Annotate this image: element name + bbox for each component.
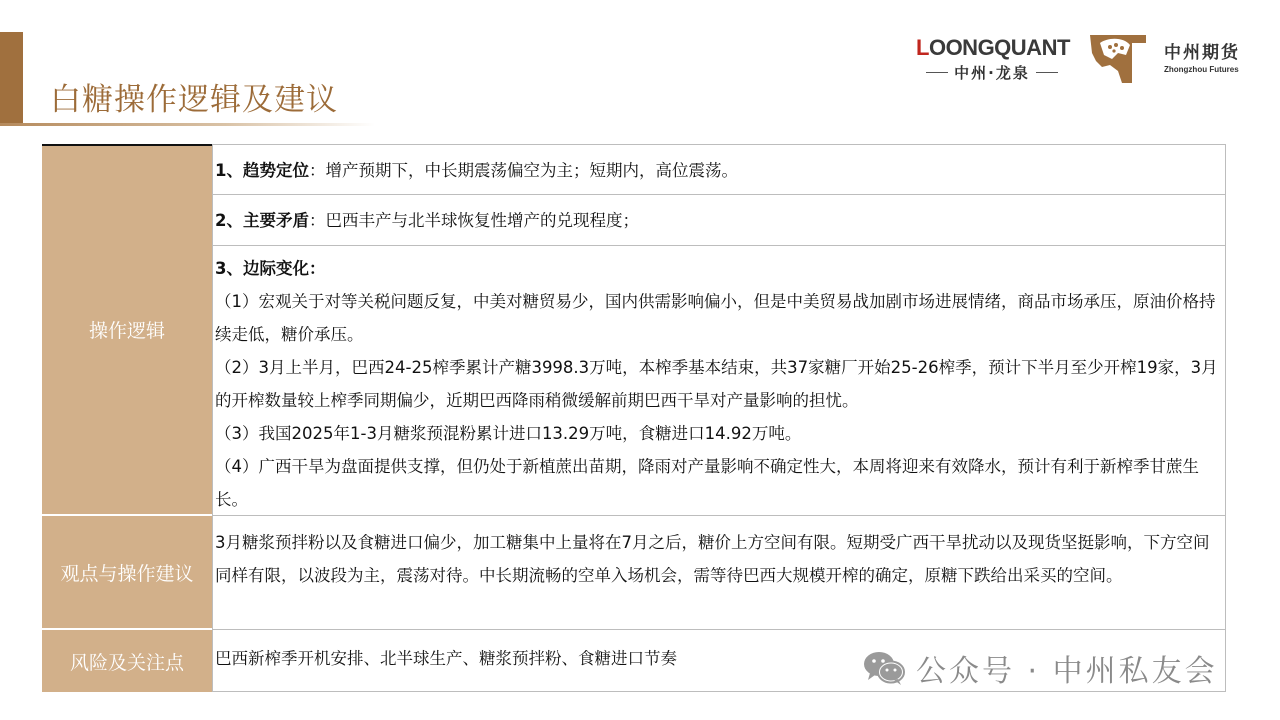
strategy-table [42,144,1227,692]
advice-label-cell: 观点与操作建议 [42,516,212,629]
loongquant-logo: LOONGQUANT 中州·龙泉 [916,35,1070,82]
wechat-icon [862,648,906,688]
advice-text: 3月糖浆预拌粉以及食糖进口偏少，加工糖集中上量将在7月之后，糖价上方空间有限。短期受广西干旱扰动以及现货坚挺影响，下方空间同样有限，以波段为主，震荡对待。中长期流畅的空单入场机会，需等待巴西大规模开榨的确定，原糖下跌给出采买的空间。 [215,533,1210,585]
trend-heading: 趋势定位 [242,161,309,180]
table-top-rule [42,144,212,146]
watermark [862,646,1218,690]
logic-label-cell: 操作逻辑 [42,144,212,515]
risk-label-cell: 风险及关注点 [42,630,212,692]
loongquant-sub-label: 中州·龙泉 [954,64,1030,82]
watermark-text: 公众号 · 中州私友会 [916,654,1218,689]
conflict-text: ：巴西丰产与北半球恢复性增产的兑现程度； [308,211,639,230]
margin-heading: 3、边际变化： [215,259,326,278]
trend-text: ：增产预期下，中长期震荡偏空为主；短期内，高位震荡。 [308,161,738,180]
trend-row: 1、趋势定位：增产预期下，中长期震荡偏空为主；短期内，高位震荡。 [212,144,1226,195]
conflict-row: 2、主要矛盾：巴西丰产与北半球恢复性增产的兑现程度； [212,194,1226,246]
margin-item: （2）3月上半月，巴西24-25榨季累计产糖3998.3万吨，本榨季基本结束，共37家糖厂开始25-26榨季，预计下半月至少开榨19家，3月的开榨数量较上榨季同期偏少，近期巴西降雨稍微缓解前期巴西干旱对产量影响的担忧。 [215,358,1218,410]
advice-row [212,515,1226,630]
title-underline [0,123,375,126]
margin-item: （1）宏观关于对等关税问题反复，中美对糖贸易少，国内供需影响偏小，但是中美贸易战加剧市场进展情绪，商品市场承压，原油价格持续走低，糖价承压。 [215,292,1216,344]
conflict-heading: 主要矛盾 [242,211,309,230]
margin-item: （4）广西干旱为盘面提供支撑，但仍处于新植蔗出苗期，降雨对产量影响不确定性大，本周将迎来有效降水，预计有利于新榨季甘蔗生长。 [215,457,1199,509]
margin-item: （3）我国2025年1-3月糖浆预混粉累计进口13.29万吨，食糖进口14.92万吨。 [215,424,802,443]
margin-change-row [212,245,1226,516]
title-accent-bar [0,32,23,124]
zhongzhou-logo-text: 中州期货 Zhongzhou Futures [1164,43,1240,74]
risk-text: 巴西新榨季开机安排、北半球生产、糖浆预拌粉、食糖进口节奏 [215,649,677,668]
page-title: 白糖操作逻辑及建议 [50,82,338,118]
zhongzhou-leopard-icon [1088,31,1148,87]
